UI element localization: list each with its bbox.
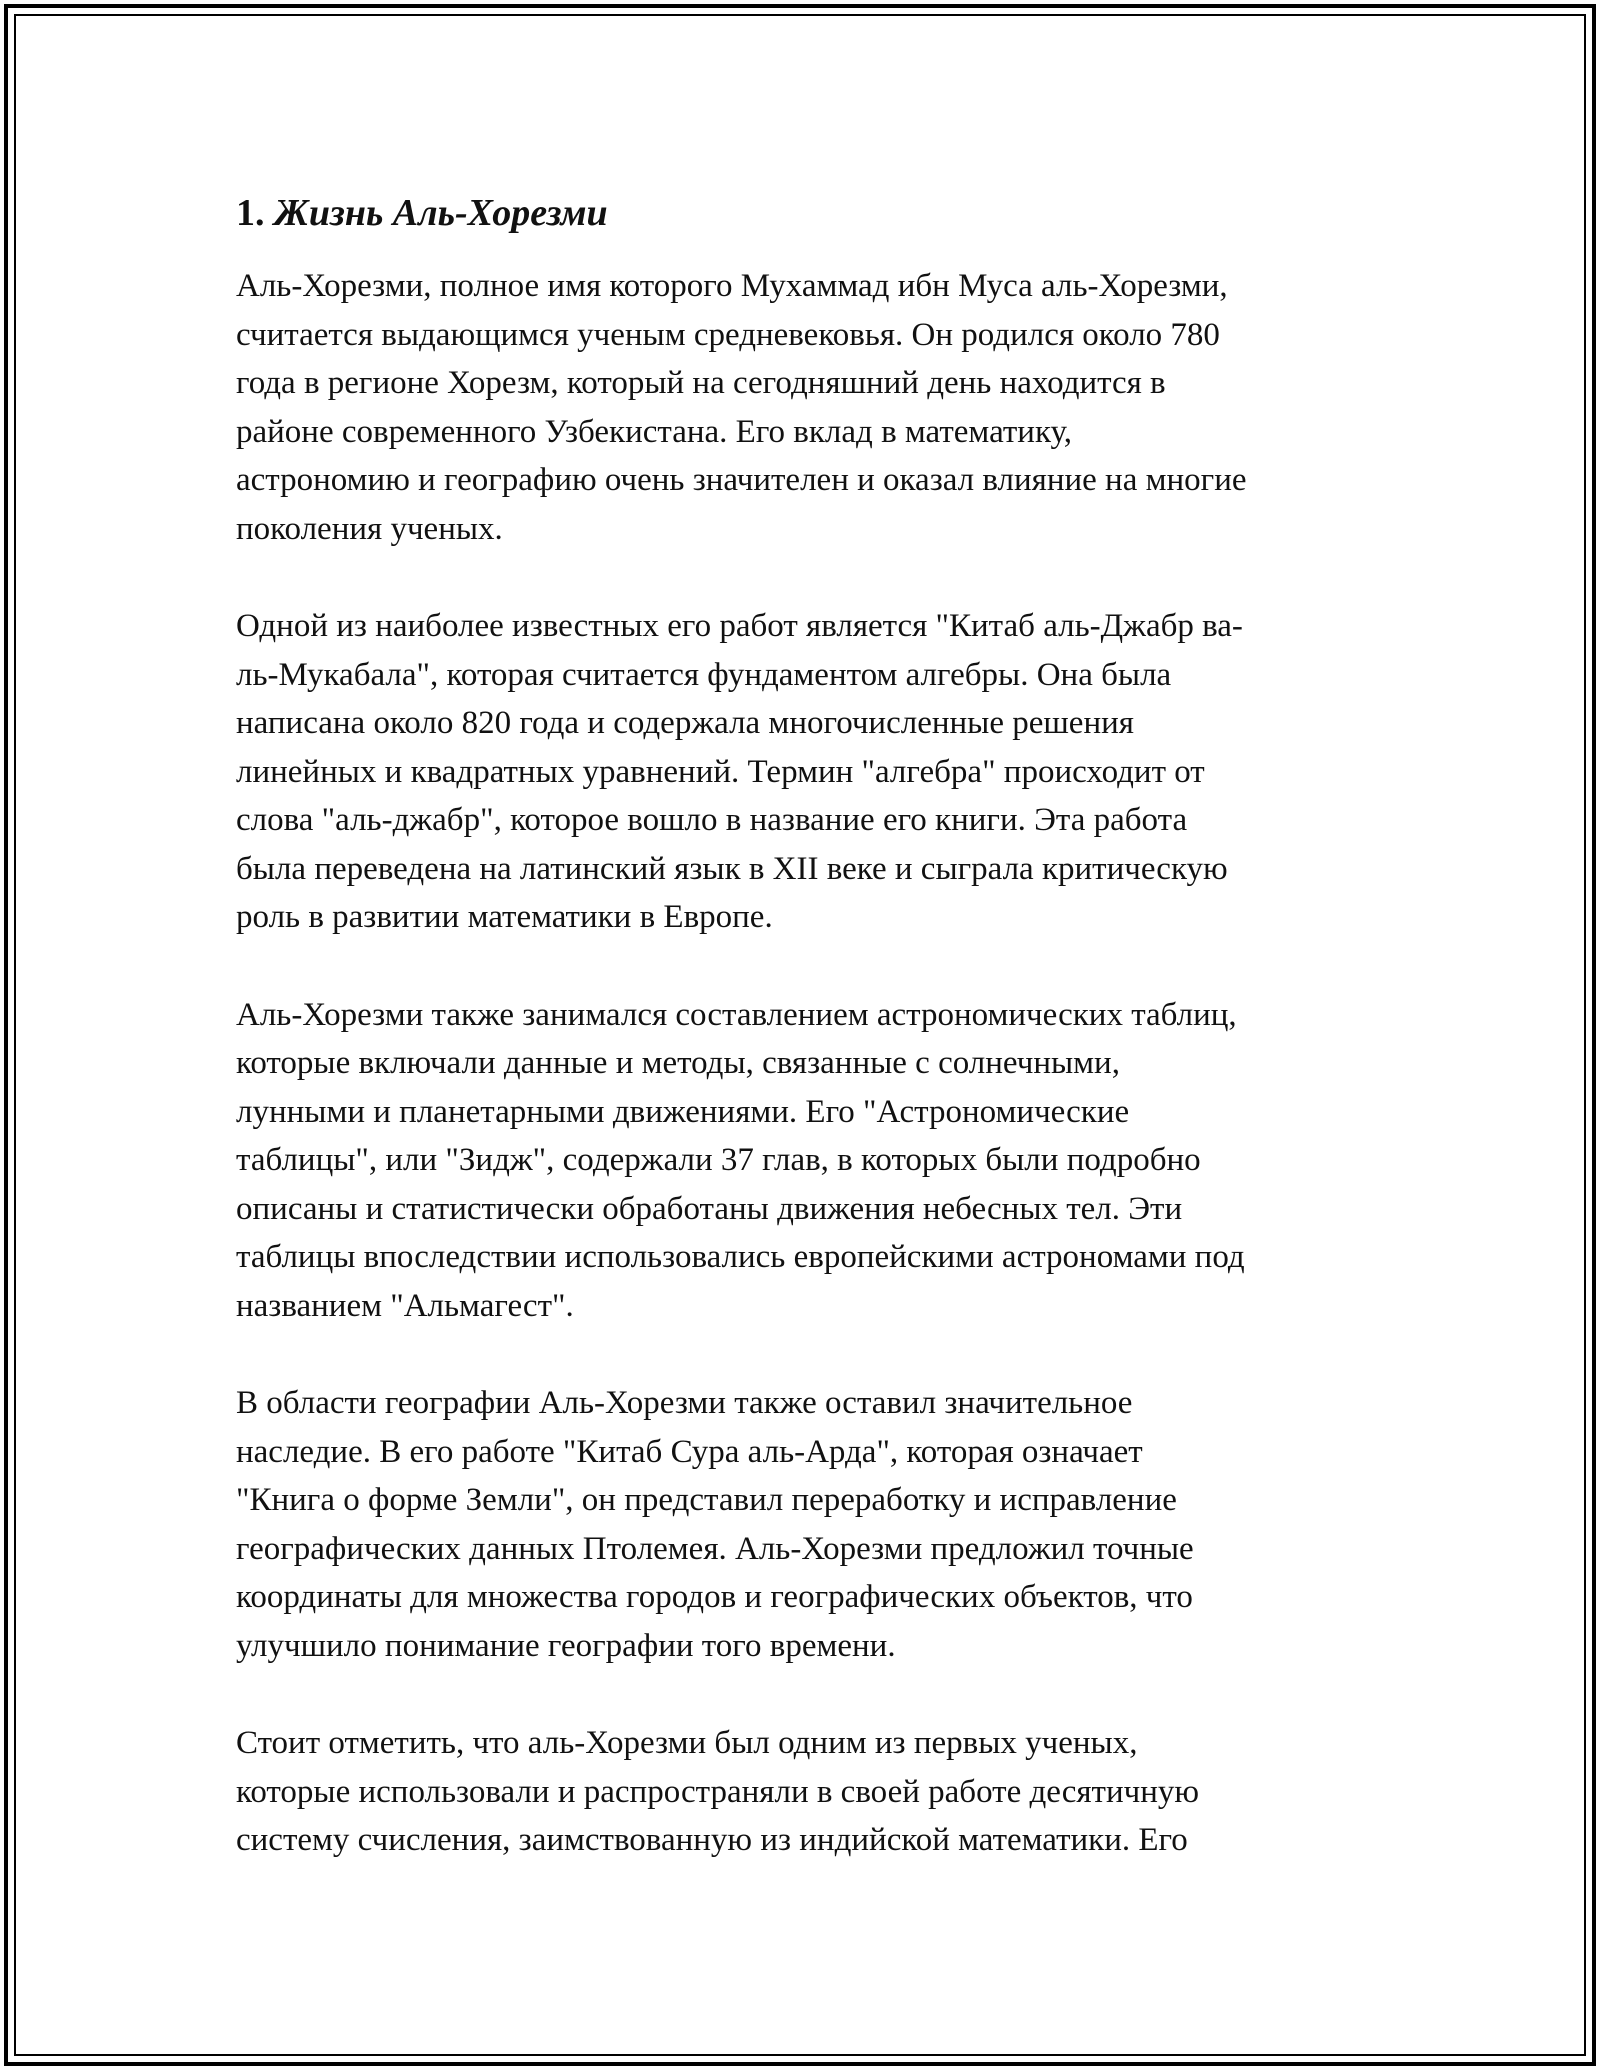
- text-line: линейных и квадратных уравнений. Термин "алгебра" происходит от: [236, 753, 1205, 790]
- text-line: лунными и планетарными движениями. Его "Астрономические: [236, 1093, 1130, 1130]
- text-line: описаны и статистически обработаны движения небесных тел. Эти: [236, 1190, 1183, 1227]
- text-line: названием "Альмагест".: [236, 1287, 574, 1324]
- text-line: слова "аль-джабр", которое вошло в название его книги. Эта работа: [236, 802, 1188, 838]
- document-body: [236, 186, 1376, 1865]
- text-line: Одной из наиболее известных его работ является "Китаб аль-Джабр ва-: [236, 608, 1243, 644]
- text-line: ль-Мукабала", которая считается фундаментом алгебры. Она была: [236, 656, 1172, 693]
- text-line: таблицы", или "Зидж", содержали 37 глав, в которых были подробно: [236, 1142, 1201, 1178]
- text-line: роль в развитии математики в Европе.: [236, 899, 773, 935]
- text-line: была переведена на латинский язык в XII веке и сыграла критическую: [236, 850, 1228, 887]
- section-heading: [236, 186, 1376, 240]
- text-line: таблицы впоследствии использовались европейскими астрономами под: [236, 1239, 1245, 1275]
- text-line: географических данных Птолемея. Аль-Хорезми предложил точные: [236, 1530, 1194, 1567]
- section-number: 1.: [236, 192, 265, 234]
- text-line: "Книга о форме Земли", он представил переработку и исправление: [236, 1482, 1177, 1518]
- paragraph: [236, 1719, 1376, 1865]
- section-title: Жизнь Аль-Хорезми: [274, 192, 608, 234]
- text-line: наследие. В его работе "Китаб Сура аль-Арда", которая означает: [236, 1433, 1143, 1470]
- text-line: Стоит отметить, что аль-Хорезми был одним из первых ученых,: [236, 1725, 1138, 1761]
- text-line: районе современного Узбекистана. Его вклад в математику,: [236, 413, 1072, 450]
- paragraph: [236, 262, 1376, 553]
- paragraph: [236, 991, 1376, 1331]
- paragraph: [236, 1379, 1376, 1670]
- text-line: поколения ученых.: [236, 510, 503, 547]
- text-line: года в регионе Хорезм, который на сегодняшний день находится в: [236, 365, 1166, 401]
- text-line: систему счисления, заимствованную из индийской математики. Его: [236, 1822, 1188, 1858]
- text-line: которые использовали и распространяли в своей работе десятичную: [236, 1773, 1200, 1810]
- text-line: координаты для множества городов и географических объектов, что: [236, 1579, 1193, 1615]
- paragraph: [236, 602, 1376, 942]
- text-line: написана около 820 года и содержала многочисленные решения: [236, 705, 1134, 741]
- text-line: астрономию и географию очень значителен и оказал влияние на многие: [236, 462, 1247, 498]
- text-line: В области географии Аль-Хорезми также оставил значительное: [236, 1385, 1133, 1421]
- text-line: Аль-Хорезми, полное имя которого Мухаммад ибн Муса аль-Хорезми,: [236, 268, 1228, 304]
- text-line: которые включали данные и методы, связанные с солнечными,: [236, 1045, 1120, 1081]
- text-line: улучшило понимание географии того времени.: [236, 1627, 896, 1664]
- text-line: считается выдающимся ученым средневековья. Он родился около 780: [236, 316, 1220, 353]
- text-line: Аль-Хорезми также занимался составлением астрономических таблиц,: [236, 996, 1237, 1033]
